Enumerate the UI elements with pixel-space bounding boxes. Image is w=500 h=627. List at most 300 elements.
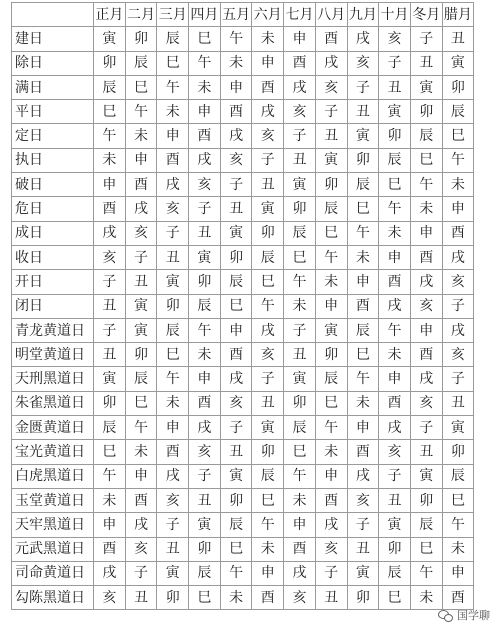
branch-cell: 戌 bbox=[410, 367, 442, 391]
branch-cell: 亥 bbox=[315, 537, 347, 561]
branch-cell: 巳 bbox=[379, 173, 411, 197]
branch-cell: 戌 bbox=[379, 416, 411, 440]
branch-cell: 午 bbox=[410, 561, 442, 585]
month-header: 七月 bbox=[284, 3, 316, 27]
branch-cell: 卯 bbox=[189, 537, 221, 561]
branch-cell: 丑 bbox=[189, 221, 221, 245]
branch-cell: 卯 bbox=[252, 440, 284, 464]
row-label: 成日 bbox=[12, 221, 94, 245]
branch-cell: 未 bbox=[410, 586, 442, 610]
branch-cell: 辰 bbox=[442, 464, 474, 488]
branch-cell: 子 bbox=[125, 561, 157, 585]
table-row bbox=[12, 513, 474, 537]
branch-cell: 寅 bbox=[94, 27, 126, 51]
branch-cell: 巳 bbox=[157, 51, 189, 75]
branch-cell: 申 bbox=[94, 173, 126, 197]
branch-cell: 丑 bbox=[189, 488, 221, 512]
branch-cell: 亥 bbox=[220, 391, 252, 415]
branch-cell: 亥 bbox=[379, 440, 411, 464]
branch-cell: 巳 bbox=[125, 391, 157, 415]
branch-cell: 午 bbox=[125, 100, 157, 124]
branch-cell: 申 bbox=[189, 100, 221, 124]
branch-cell: 申 bbox=[442, 197, 474, 221]
branch-cell: 巳 bbox=[252, 488, 284, 512]
branch-cell: 辰 bbox=[347, 173, 379, 197]
month-header: 四月 bbox=[189, 3, 221, 27]
branch-cell: 寅 bbox=[125, 318, 157, 342]
branch-cell: 寅 bbox=[284, 367, 316, 391]
branch-cell: 酉 bbox=[379, 270, 411, 294]
table-row bbox=[12, 27, 474, 51]
branch-cell: 未 bbox=[347, 245, 379, 269]
branch-cell: 卯 bbox=[442, 440, 474, 464]
branch-cell: 未 bbox=[157, 391, 189, 415]
branch-cell: 未 bbox=[189, 75, 221, 99]
branch-cell: 戌 bbox=[347, 27, 379, 51]
branch-cell: 戌 bbox=[252, 318, 284, 342]
branch-cell: 辰 bbox=[189, 294, 221, 318]
branch-cell: 申 bbox=[347, 416, 379, 440]
branch-cell: 卯 bbox=[220, 488, 252, 512]
branch-cell: 子 bbox=[125, 245, 157, 269]
branch-cell: 子 bbox=[94, 270, 126, 294]
branch-cell: 寅 bbox=[410, 464, 442, 488]
branch-cell: 丑 bbox=[94, 294, 126, 318]
branch-cell: 卯 bbox=[410, 100, 442, 124]
branch-cell: 酉 bbox=[315, 27, 347, 51]
branch-cell: 午 bbox=[442, 513, 474, 537]
branch-cell: 戌 bbox=[157, 173, 189, 197]
branch-cell: 申 bbox=[442, 561, 474, 585]
table-row bbox=[12, 173, 474, 197]
table-row bbox=[12, 561, 474, 585]
header-row bbox=[12, 3, 474, 27]
branch-cell: 子 bbox=[410, 27, 442, 51]
branch-cell: 亥 bbox=[379, 27, 411, 51]
branch-cell: 亥 bbox=[252, 343, 284, 367]
branch-cell: 酉 bbox=[252, 75, 284, 99]
branch-cell: 丑 bbox=[410, 440, 442, 464]
branch-cell: 寅 bbox=[157, 270, 189, 294]
table-row bbox=[12, 488, 474, 512]
branch-cell: 申 bbox=[379, 245, 411, 269]
branch-cell: 辰 bbox=[442, 100, 474, 124]
table-row bbox=[12, 318, 474, 342]
branch-cell: 未 bbox=[315, 440, 347, 464]
branch-cell: 巳 bbox=[284, 440, 316, 464]
branch-cell: 丑 bbox=[315, 586, 347, 610]
branch-cell: 寅 bbox=[252, 416, 284, 440]
month-header: 腊月 bbox=[442, 3, 474, 27]
table-row bbox=[12, 416, 474, 440]
header-corner-cell bbox=[12, 3, 94, 27]
row-label: 白虎黑道日 bbox=[12, 464, 94, 488]
branch-cell: 未 bbox=[94, 488, 126, 512]
branch-cell: 巳 bbox=[315, 221, 347, 245]
branch-cell: 巳 bbox=[442, 488, 474, 512]
table-row bbox=[12, 148, 474, 172]
branch-cell: 酉 bbox=[189, 124, 221, 148]
branch-cell: 亥 bbox=[94, 245, 126, 269]
month-header: 十月 bbox=[379, 3, 411, 27]
month-header: 六月 bbox=[252, 3, 284, 27]
branch-cell: 戌 bbox=[189, 416, 221, 440]
branch-cell: 酉 bbox=[347, 294, 379, 318]
branch-cell: 亥 bbox=[94, 586, 126, 610]
branch-cell: 卯 bbox=[442, 75, 474, 99]
branch-cell: 申 bbox=[220, 318, 252, 342]
branch-cell: 辰 bbox=[94, 75, 126, 99]
branch-cell: 子 bbox=[220, 173, 252, 197]
branch-cell: 卯 bbox=[347, 148, 379, 172]
table-row bbox=[12, 51, 474, 75]
branch-cell: 巳 bbox=[252, 270, 284, 294]
branch-cell: 寅 bbox=[220, 464, 252, 488]
branch-cell: 酉 bbox=[94, 537, 126, 561]
row-label: 天牢黑道日 bbox=[12, 513, 94, 537]
branch-cell: 巳 bbox=[189, 586, 221, 610]
branch-cell: 丑 bbox=[252, 173, 284, 197]
month-header: 八月 bbox=[315, 3, 347, 27]
branch-cell: 巳 bbox=[220, 537, 252, 561]
table-row bbox=[12, 367, 474, 391]
table-row bbox=[12, 75, 474, 99]
branch-cell: 午 bbox=[379, 197, 411, 221]
branch-cell: 卯 bbox=[315, 343, 347, 367]
branch-cell: 卯 bbox=[379, 537, 411, 561]
row-label: 建日 bbox=[12, 27, 94, 51]
branch-cell: 寅 bbox=[442, 416, 474, 440]
branch-cell: 卯 bbox=[347, 586, 379, 610]
branch-cell: 亥 bbox=[284, 100, 316, 124]
branch-cell: 亥 bbox=[252, 124, 284, 148]
branch-cell: 寅 bbox=[125, 294, 157, 318]
branch-cell: 寅 bbox=[189, 245, 221, 269]
branch-cell: 巳 bbox=[94, 100, 126, 124]
branch-cell: 寅 bbox=[379, 100, 411, 124]
branch-cell: 酉 bbox=[157, 440, 189, 464]
branch-cell: 午 bbox=[94, 464, 126, 488]
month-header: 二月 bbox=[125, 3, 157, 27]
table-row bbox=[12, 124, 474, 148]
branch-cell: 午 bbox=[315, 416, 347, 440]
branch-cell: 申 bbox=[284, 513, 316, 537]
branch-cell: 丑 bbox=[410, 51, 442, 75]
branch-cell: 寅 bbox=[315, 148, 347, 172]
branch-cell: 申 bbox=[94, 513, 126, 537]
branch-cell: 寅 bbox=[347, 124, 379, 148]
branch-cell: 亥 bbox=[442, 270, 474, 294]
branch-cell: 子 bbox=[157, 513, 189, 537]
table-row bbox=[12, 197, 474, 221]
branch-cell: 辰 bbox=[189, 561, 221, 585]
branch-cell: 午 bbox=[442, 148, 474, 172]
branch-cell: 寅 bbox=[315, 318, 347, 342]
branch-cell: 巳 bbox=[284, 245, 316, 269]
row-label: 宝光黄道日 bbox=[12, 440, 94, 464]
branch-cell: 子 bbox=[220, 416, 252, 440]
branch-cell: 辰 bbox=[347, 318, 379, 342]
branch-cell: 卯 bbox=[252, 221, 284, 245]
row-label: 除日 bbox=[12, 51, 94, 75]
branch-cell: 子 bbox=[284, 318, 316, 342]
row-label: 玉堂黄道日 bbox=[12, 488, 94, 512]
branch-cell: 申 bbox=[315, 464, 347, 488]
row-label: 闭日 bbox=[12, 294, 94, 318]
branch-cell: 子 bbox=[157, 221, 189, 245]
branch-cell: 卯 bbox=[157, 294, 189, 318]
branch-cell: 丑 bbox=[252, 391, 284, 415]
branch-cell: 申 bbox=[252, 51, 284, 75]
table-row bbox=[12, 440, 474, 464]
branch-cell: 申 bbox=[252, 561, 284, 585]
branch-cell: 酉 bbox=[252, 586, 284, 610]
branch-cell: 午 bbox=[379, 318, 411, 342]
branch-cell: 子 bbox=[442, 294, 474, 318]
table-row bbox=[12, 245, 474, 269]
branch-cell: 酉 bbox=[379, 391, 411, 415]
branch-cell: 未 bbox=[347, 391, 379, 415]
branch-cell: 寅 bbox=[252, 197, 284, 221]
branch-cell: 戌 bbox=[220, 367, 252, 391]
month-header: 正月 bbox=[94, 3, 126, 27]
branch-cell: 酉 bbox=[220, 343, 252, 367]
table-row bbox=[12, 537, 474, 561]
branch-cell: 卯 bbox=[125, 27, 157, 51]
table-row bbox=[12, 464, 474, 488]
branch-cell: 丑 bbox=[125, 586, 157, 610]
watermark-text: 国学聊 bbox=[457, 609, 490, 622]
row-label: 定日 bbox=[12, 124, 94, 148]
branch-cell: 辰 bbox=[252, 245, 284, 269]
branch-cell: 未 bbox=[410, 197, 442, 221]
branch-cell: 戌 bbox=[94, 561, 126, 585]
branch-cell: 子 bbox=[284, 124, 316, 148]
branch-cell: 午 bbox=[189, 318, 221, 342]
branch-cell: 亥 bbox=[157, 197, 189, 221]
branch-cell: 辰 bbox=[315, 197, 347, 221]
branch-cell: 子 bbox=[347, 513, 379, 537]
branch-cell: 寅 bbox=[347, 561, 379, 585]
branch-cell: 亥 bbox=[347, 51, 379, 75]
branch-cell: 卯 bbox=[157, 586, 189, 610]
branch-cell: 卯 bbox=[94, 391, 126, 415]
branch-cell: 午 bbox=[284, 270, 316, 294]
branch-cell: 戌 bbox=[94, 221, 126, 245]
branch-cell: 子 bbox=[252, 148, 284, 172]
branch-cell: 子 bbox=[379, 464, 411, 488]
branch-cell: 申 bbox=[379, 367, 411, 391]
branch-cell: 申 bbox=[189, 367, 221, 391]
branch-cell: 未 bbox=[284, 294, 316, 318]
branch-cell: 丑 bbox=[157, 537, 189, 561]
branch-cell: 子 bbox=[379, 51, 411, 75]
branch-cell: 卯 bbox=[284, 391, 316, 415]
branch-cell: 未 bbox=[94, 148, 126, 172]
branch-cell: 酉 bbox=[347, 440, 379, 464]
branch-cell: 丑 bbox=[94, 343, 126, 367]
branch-cell: 辰 bbox=[125, 51, 157, 75]
branch-cell: 辰 bbox=[284, 416, 316, 440]
branch-cell: 丑 bbox=[379, 75, 411, 99]
branch-cell: 午 bbox=[94, 124, 126, 148]
branch-cell: 卯 bbox=[315, 173, 347, 197]
branch-cell: 丑 bbox=[284, 343, 316, 367]
almanac-table bbox=[11, 2, 474, 610]
branch-cell: 辰 bbox=[252, 464, 284, 488]
branch-cell: 未 bbox=[315, 270, 347, 294]
month-header: 九月 bbox=[347, 3, 379, 27]
branch-cell: 寅 bbox=[442, 51, 474, 75]
branch-cell: 寅 bbox=[157, 561, 189, 585]
branch-cell: 辰 bbox=[315, 367, 347, 391]
row-label: 平日 bbox=[12, 100, 94, 124]
branch-cell: 卯 bbox=[94, 51, 126, 75]
branch-cell: 未 bbox=[157, 100, 189, 124]
branch-cell: 未 bbox=[379, 221, 411, 245]
branch-cell: 辰 bbox=[220, 513, 252, 537]
branch-cell: 戌 bbox=[157, 464, 189, 488]
branch-cell: 巳 bbox=[315, 391, 347, 415]
month-header: 冬月 bbox=[410, 3, 442, 27]
row-label: 朱雀黑道日 bbox=[12, 391, 94, 415]
branch-cell: 午 bbox=[220, 561, 252, 585]
branch-cell: 午 bbox=[125, 416, 157, 440]
branch-cell: 巳 bbox=[410, 148, 442, 172]
table-row bbox=[12, 270, 474, 294]
branch-cell: 午 bbox=[315, 245, 347, 269]
branch-cell: 亥 bbox=[125, 537, 157, 561]
branch-cell: 酉 bbox=[125, 488, 157, 512]
branch-cell: 丑 bbox=[442, 391, 474, 415]
table-body bbox=[12, 27, 474, 610]
branch-cell: 巳 bbox=[379, 586, 411, 610]
branch-cell: 戌 bbox=[315, 51, 347, 75]
branch-cell: 戌 bbox=[347, 464, 379, 488]
branch-cell: 丑 bbox=[315, 124, 347, 148]
table-row bbox=[12, 100, 474, 124]
branch-cell: 申 bbox=[157, 124, 189, 148]
branch-cell: 卯 bbox=[189, 270, 221, 294]
branch-cell: 酉 bbox=[94, 197, 126, 221]
branch-cell: 巳 bbox=[347, 197, 379, 221]
branch-cell: 亥 bbox=[347, 488, 379, 512]
branch-cell: 辰 bbox=[94, 416, 126, 440]
branch-cell: 丑 bbox=[347, 537, 379, 561]
branch-cell: 巳 bbox=[220, 294, 252, 318]
branch-cell: 酉 bbox=[157, 148, 189, 172]
branch-cell: 亥 bbox=[284, 586, 316, 610]
branch-cell: 戌 bbox=[220, 124, 252, 148]
branch-cell: 午 bbox=[157, 367, 189, 391]
branch-cell: 亥 bbox=[125, 221, 157, 245]
wechat-icon bbox=[438, 609, 453, 621]
branch-cell: 巳 bbox=[442, 124, 474, 148]
branch-cell: 午 bbox=[347, 221, 379, 245]
branch-cell: 戌 bbox=[189, 148, 221, 172]
branch-cell: 申 bbox=[347, 270, 379, 294]
row-label: 元武黑道日 bbox=[12, 537, 94, 561]
table-row bbox=[12, 294, 474, 318]
branch-cell: 子 bbox=[442, 367, 474, 391]
branch-cell: 丑 bbox=[284, 148, 316, 172]
branch-cell: 子 bbox=[252, 367, 284, 391]
branch-cell: 戌 bbox=[379, 294, 411, 318]
branch-cell: 戌 bbox=[284, 75, 316, 99]
branch-cell: 申 bbox=[410, 221, 442, 245]
almanac-table-container bbox=[11, 2, 474, 610]
branch-cell: 未 bbox=[189, 343, 221, 367]
branch-cell: 亥 bbox=[410, 294, 442, 318]
branch-cell: 未 bbox=[220, 51, 252, 75]
branch-cell: 亥 bbox=[410, 391, 442, 415]
branch-cell: 午 bbox=[157, 75, 189, 99]
month-header: 三月 bbox=[157, 3, 189, 27]
branch-cell: 未 bbox=[379, 343, 411, 367]
branch-cell: 丑 bbox=[347, 100, 379, 124]
table-row bbox=[12, 221, 474, 245]
row-label: 执日 bbox=[12, 148, 94, 172]
branch-cell: 辰 bbox=[125, 367, 157, 391]
branch-cell: 酉 bbox=[284, 537, 316, 561]
branch-cell: 未 bbox=[284, 488, 316, 512]
branch-cell: 戌 bbox=[410, 270, 442, 294]
branch-cell: 辰 bbox=[379, 561, 411, 585]
branch-cell: 午 bbox=[252, 513, 284, 537]
branch-cell: 戌 bbox=[315, 513, 347, 537]
branch-cell: 未 bbox=[125, 440, 157, 464]
branch-cell: 亥 bbox=[315, 75, 347, 99]
branch-cell: 子 bbox=[347, 75, 379, 99]
table-row bbox=[12, 391, 474, 415]
branch-cell: 巳 bbox=[410, 537, 442, 561]
branch-cell: 酉 bbox=[220, 100, 252, 124]
branch-cell: 未 bbox=[252, 27, 284, 51]
table-row bbox=[12, 343, 474, 367]
branch-cell: 戌 bbox=[284, 561, 316, 585]
branch-cell: 丑 bbox=[125, 270, 157, 294]
branch-cell: 巳 bbox=[125, 75, 157, 99]
branch-cell: 亥 bbox=[189, 440, 221, 464]
branch-cell: 酉 bbox=[442, 221, 474, 245]
branch-cell: 申 bbox=[125, 148, 157, 172]
branch-cell: 亥 bbox=[220, 148, 252, 172]
row-label: 青龙黄道日 bbox=[12, 318, 94, 342]
table-row bbox=[12, 586, 474, 610]
branch-cell: 卯 bbox=[410, 488, 442, 512]
branch-cell: 丑 bbox=[220, 440, 252, 464]
branch-cell: 戌 bbox=[125, 197, 157, 221]
branch-cell: 辰 bbox=[379, 148, 411, 172]
row-label: 勾陈黑道日 bbox=[12, 586, 94, 610]
row-label: 司命黄道日 bbox=[12, 561, 94, 585]
branch-cell: 丑 bbox=[379, 488, 411, 512]
branch-cell: 午 bbox=[347, 367, 379, 391]
branch-cell: 寅 bbox=[189, 513, 221, 537]
branch-cell: 寅 bbox=[284, 173, 316, 197]
branch-cell: 寅 bbox=[94, 367, 126, 391]
branch-cell: 辰 bbox=[157, 27, 189, 51]
branch-cell: 酉 bbox=[315, 488, 347, 512]
branch-cell: 未 bbox=[220, 586, 252, 610]
branch-cell: 子 bbox=[189, 464, 221, 488]
branch-cell: 亥 bbox=[157, 488, 189, 512]
row-label: 危日 bbox=[12, 197, 94, 221]
row-label: 金匮黄道日 bbox=[12, 416, 94, 440]
branch-cell: 寅 bbox=[379, 513, 411, 537]
branch-cell: 午 bbox=[220, 27, 252, 51]
branch-cell: 子 bbox=[410, 416, 442, 440]
